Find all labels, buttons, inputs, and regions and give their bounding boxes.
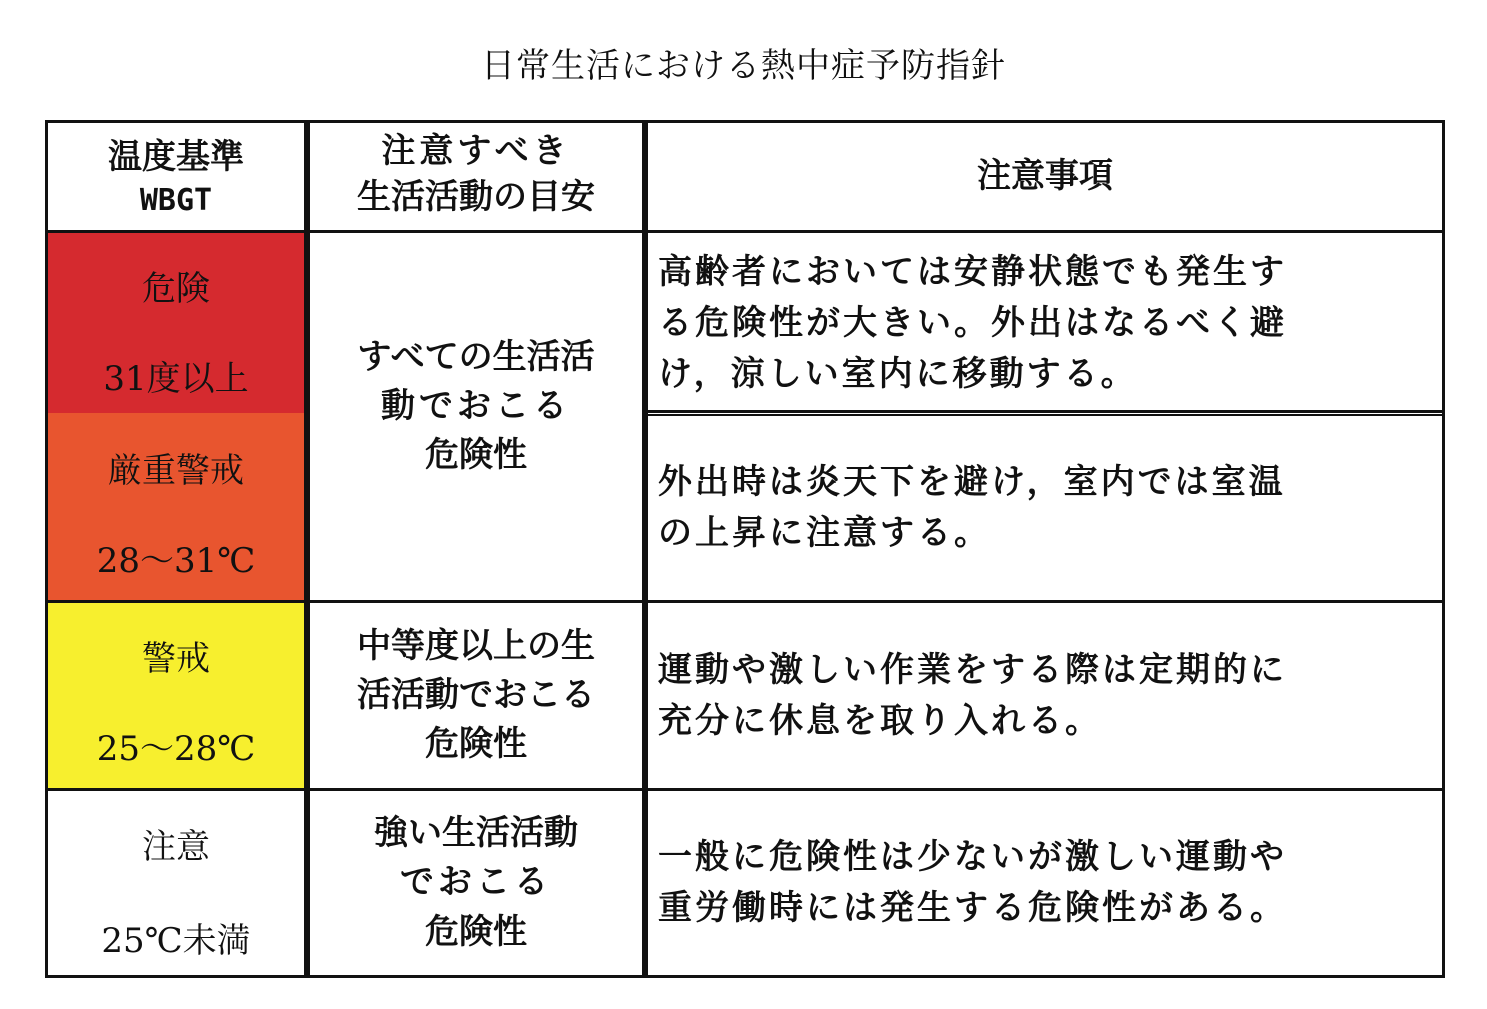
row-divider bbox=[48, 788, 1442, 791]
heatstroke-guideline-table bbox=[45, 120, 1445, 978]
activity-all bbox=[310, 233, 642, 600]
level-warning bbox=[48, 603, 304, 788]
level-severe-warning-name: 厳重警戒 bbox=[108, 451, 244, 491]
level-severe-warning-range: 28～31℃ bbox=[96, 541, 256, 581]
header-notes-label: 注意事項 bbox=[977, 155, 1113, 196]
level-danger bbox=[48, 233, 304, 413]
header-activity-line1: 注意すべき bbox=[381, 131, 571, 171]
header-wbgt-title: 温度基準 bbox=[108, 137, 244, 177]
header-activity-line2: 生活活動の目安 bbox=[357, 176, 595, 217]
note-warning-line2: 充分に休息を取り入れる。 bbox=[658, 700, 1102, 741]
activity-moderate-line2: 活活動でおこる bbox=[357, 674, 595, 715]
level-caution-range: 25℃未満 bbox=[101, 921, 251, 961]
level-caution bbox=[48, 791, 304, 975]
level-warning-name: 警戒 bbox=[142, 639, 210, 679]
header-activity bbox=[310, 123, 642, 230]
level-severe-warning bbox=[48, 413, 304, 600]
note-warning bbox=[648, 603, 1442, 788]
note-warning-line1: 運動や激しい作業をする際は定期的に bbox=[658, 649, 1287, 690]
activity-moderate-line1: 中等度以上の生 bbox=[357, 625, 595, 666]
activity-all-line2: 動でおこる bbox=[380, 385, 571, 426]
header-wbgt-subtitle: WBGT bbox=[139, 182, 213, 218]
note-severe-warning-line1: 外出時は炎天下を避け，室内では室温 bbox=[658, 462, 1286, 502]
column-divider bbox=[304, 123, 310, 975]
note-danger-line3: け，涼しい室内に移動する。 bbox=[658, 353, 1138, 394]
activity-intense-line2: でおこる bbox=[400, 862, 552, 903]
note-caution-line2: 重労働時には発生する危険性がある。 bbox=[658, 888, 1287, 928]
note-danger bbox=[648, 233, 1442, 413]
activity-intense-line1: 強い生活活動 bbox=[374, 813, 578, 854]
note-caution-line1: 一般に危険性は少ないが激しい運動や bbox=[658, 837, 1287, 877]
level-danger-range: 31度以上 bbox=[103, 359, 249, 399]
activity-intense bbox=[310, 791, 642, 975]
note-danger-line2: る危険性が大きい。外出はなるべく避 bbox=[658, 302, 1287, 343]
header-notes bbox=[648, 123, 1442, 230]
row-divider bbox=[48, 230, 1442, 233]
note-severe-warning bbox=[648, 416, 1442, 600]
level-danger-name: 危険 bbox=[142, 269, 210, 309]
column-divider bbox=[642, 123, 648, 975]
activity-intense-line3: 危険性 bbox=[425, 911, 527, 952]
document-title: 日常生活における熱中症予防指針 bbox=[481, 46, 1006, 86]
row-divider bbox=[648, 410, 1442, 416]
note-caution bbox=[648, 791, 1442, 975]
note-severe-warning-line2: の上昇に注意する。 bbox=[658, 513, 991, 553]
note-danger-line1: 高齢者においては安静状態でも発生す bbox=[658, 251, 1287, 292]
activity-moderate bbox=[310, 603, 642, 788]
header-wbgt bbox=[48, 123, 304, 230]
activity-moderate-line3: 危険性 bbox=[425, 724, 527, 765]
activity-all-line1: すべての生活活 bbox=[357, 336, 595, 377]
level-warning-range: 25～28℃ bbox=[96, 729, 256, 769]
activity-all-line3: 危険性 bbox=[424, 435, 527, 476]
level-caution-name: 注意 bbox=[142, 827, 210, 867]
row-divider bbox=[48, 600, 1442, 603]
